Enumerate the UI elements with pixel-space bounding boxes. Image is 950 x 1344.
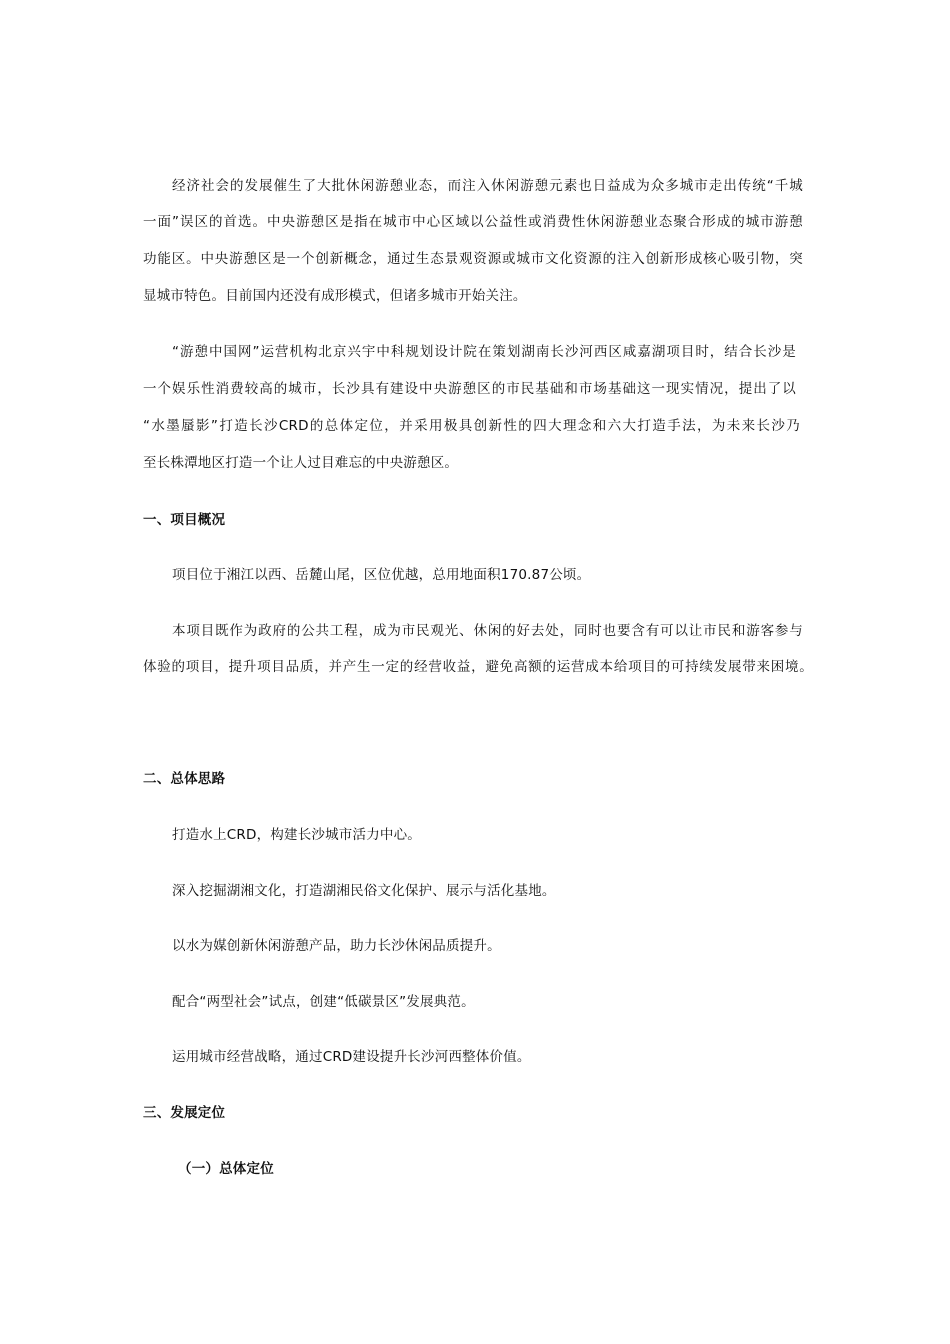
approach-item-2: 深入挖掘湖湘文化，打造湖湘民俗文化保护、展示与活化基地。 xyxy=(172,883,556,899)
intro-p1-line-1: 经济社会的发展催生了大批休闲游憩业态，而注入休闲游憩元素也日益成为众多城市走出传统“千城 xyxy=(172,178,803,194)
section-heading-overall-approach: 二、总体思路 xyxy=(143,771,226,787)
subsection-heading-overall-positioning: （一）总体定位 xyxy=(178,1161,274,1177)
intro-p1-line-4: 显城市特色。目前国内还没有成形模式，但诸多城市开始关注。 xyxy=(143,288,527,304)
section1-paragraph-1: 项目位于湘江以西、岳麓山尾，区位优越，总用地面积170.87公顷。 xyxy=(172,567,591,583)
approach-item-4: 配合“两型社会”试点，创建“低碳景区”发展典范。 xyxy=(172,994,475,1010)
intro-p2-line-4: 至长株潭地区打造一个让人过目难忘的中央游憩区。 xyxy=(143,455,459,471)
intro-p1-line-2: 一面”误区的首选。中央游憩区是指在城市中心区域以公益性或消费性休闲游憩业态聚合形成的城市游憩 xyxy=(143,214,803,230)
section-heading-project-overview: 一、项目概况 xyxy=(143,512,226,528)
section-heading-development-positioning: 三、发展定位 xyxy=(143,1105,226,1121)
intro-p2-line-1: “游憩中国网”运营机构北京兴宇中科规划设计院在策划湖南长沙河西区咸嘉湖项目时，结合长沙是 xyxy=(172,344,796,360)
intro-p2-line-3: “水墨蜃影”打造长沙CRD的总体定位，并采用极具创新性的四大理念和六大打造手法，为未来长沙乃 xyxy=(143,418,800,434)
approach-item-3: 以水为媒创新休闲游憩产品，助力长沙休闲品质提升。 xyxy=(172,938,501,954)
section1-p2-line-2: 体验的项目，提升项目品质，并产生一定的经营收益，避免高额的运营成本给项目的可持续发展带来困境。 xyxy=(143,659,813,675)
intro-p1-line-3: 功能区。中央游憩区是一个创新概念，通过生态景观资源或城市文化资源的注入创新形成核心吸引物，突 xyxy=(143,251,803,267)
approach-item-5: 运用城市经营战略，通过CRD建设提升长沙河西整体价值。 xyxy=(172,1049,531,1065)
approach-item-1: 打造水上CRD，构建长沙城市活力中心。 xyxy=(172,827,422,843)
section1-p2-line-1: 本项目既作为政府的公共工程，成为市民观光、休闲的好去处，同时也要含有可以让市民和游客参与 xyxy=(172,623,803,639)
intro-p2-line-2: 一个娱乐性消费较高的城市，长沙具有建设中央游憩区的市民基础和市场基础这一现实情况，提出了以 xyxy=(143,381,796,397)
